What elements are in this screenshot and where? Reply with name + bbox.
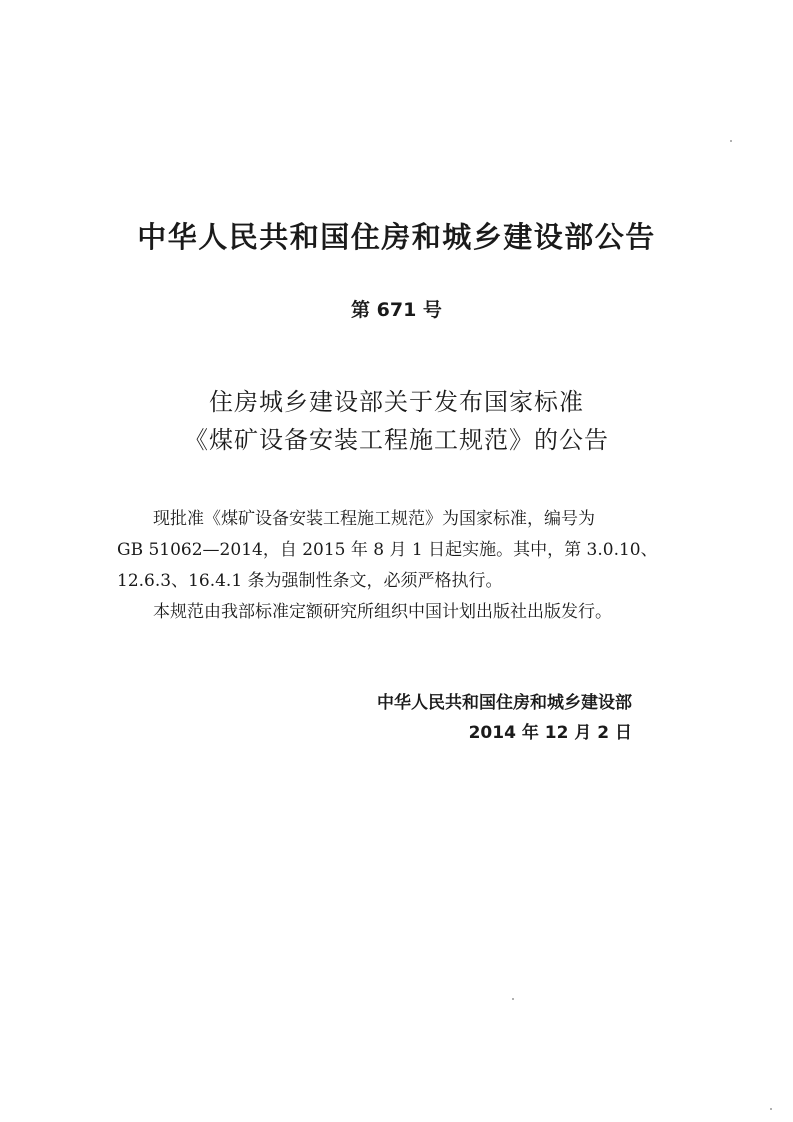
notice-number: 第 671 号 bbox=[351, 299, 442, 321]
body-line-1: 现批准《煤矿设备安装工程施工规范》为国家标准，编号为 bbox=[153, 509, 595, 529]
scan-speck bbox=[730, 140, 732, 142]
notice-body-paragraph-2 bbox=[117, 597, 677, 628]
body-line-2: GB 51062—2014，自 2015 年 8 月 1 日起实施。其中，第 3.0.10、 bbox=[117, 540, 658, 560]
notice-subtitle-line1: 住房城乡建设部关于发布国家标准 bbox=[209, 388, 584, 416]
scan-speck bbox=[770, 1108, 772, 1110]
signature-date: 2014 年 12 月 2 日 bbox=[468, 723, 632, 743]
signature-org: 中华人民共和国住房和城乡建设部 bbox=[377, 693, 632, 713]
notice-title: 中华人民共和国住房和城乡建设部公告 bbox=[137, 220, 656, 254]
body-line-3: 12.6.3、16.4.1 条为强制性条文，必须严格执行。 bbox=[117, 571, 503, 591]
notice-subtitle-line2: 《煤矿设备安装工程施工规范》的公告 bbox=[184, 426, 609, 454]
scan-speck bbox=[512, 998, 514, 1000]
body-line-4: 本规范由我部标准定额研究所组织中国计划出版社出版发行。 bbox=[153, 602, 612, 622]
notice-body-paragraph-1 bbox=[117, 504, 677, 597]
